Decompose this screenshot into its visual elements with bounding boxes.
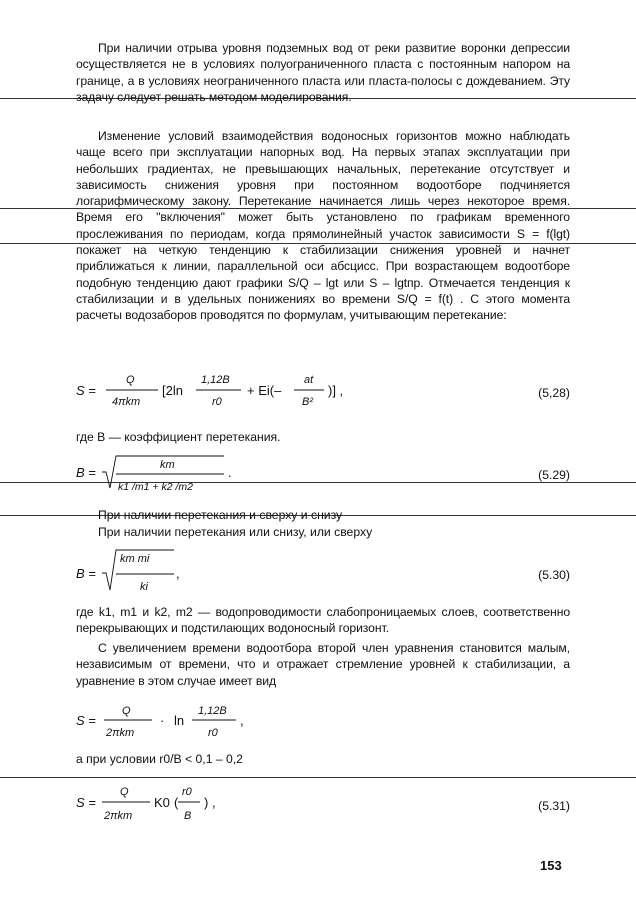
scan-line (0, 777, 636, 778)
where-b-text: где B — коэффициент перетекания. (76, 430, 281, 444)
formula-5-30-graphic (76, 548, 570, 598)
f528-ln-num: 1,12B (201, 374, 230, 386)
f531-k0: K0 (154, 795, 170, 810)
f528-bracket-open: [2ln (162, 383, 183, 398)
page-number: 153 (540, 858, 562, 873)
formula-5-28-graphic (76, 368, 570, 412)
paragraph-2: Изменение условий взаимодействия водоносных горизонтов можно наблюдать чаще всего при эксплуатации напорных вод. На первых этапах эксплуатации при небольших градиентах, не превышающих начальных, перетекание отсутствует и зависимость снижения уровня при постоянном водоотборе подчиняется логарифмическому закону. Перетекание начинается лишь через некоторое время. Время его "включения" может быть установлено по графикам временного прослеживания по периодам, когда прямолинейный участок зависимости S = f(lgt) покажет на четкую тенденцию к стабилизации снижения уровней и начнет приближаться к линии, параллельной оси абсцисс. При возрастающем водоотборе подобную тенденцию дают графики S/Q – lgt или S – lgtпр. Отмечается тенденция к стабилизации и в удельных понижениях во времени S/Q = f(t) . С этого момента расчеты водозаборов проводятся по формулам, учитывающим перетекание: (76, 129, 570, 323)
f530-tail: , (176, 566, 180, 581)
f530-lhs: B = (76, 566, 96, 581)
formula-5-29-graphic (76, 452, 570, 496)
fln-den: 2πkm (106, 727, 135, 739)
fln-lhs: S = (76, 713, 96, 728)
f531-open-paren: ( (174, 795, 179, 810)
f528-lhs: S = (76, 383, 96, 398)
label-top-and-bottom: При наличии перетекания и сверху и снизу (98, 508, 343, 522)
f530-den: ki (140, 581, 148, 593)
f531-lhs: S = (76, 795, 96, 810)
f529-tail: . (228, 465, 232, 480)
f529-den: k1 /m1 + k2 /m2 (118, 481, 193, 493)
fln-ln-num: 1,12B (198, 705, 227, 717)
f528-plus-ei: + Ei(– (247, 383, 282, 398)
formula-ln (76, 700, 570, 744)
f528-close: )] , (328, 383, 344, 398)
f531-k0-num: r0 (182, 786, 192, 798)
label-bottom-or-top: При наличии перетекания или снизу, или сверху (98, 525, 373, 539)
equation-number-5-31: (5.31) (538, 799, 570, 813)
where-k-text: где k1, m1 и k2, m2 — водопроводимости слабопроницаемых слоев, соответственно перекрывающих и подстилающих водоносный горизонт. (76, 605, 570, 636)
equation-number-5-29: (5.29) (538, 468, 570, 482)
formula-5-31-graphic (76, 783, 570, 827)
f530-num: km mi (120, 553, 150, 565)
paragraph-3: С увеличением времени водоотбора второй член уравнения становится малым, независимым от времени, что и отражает стремление уровней к стабилизации, а уравнение в этом случае имеет вид (76, 641, 570, 688)
f531-k0-den: B (184, 810, 192, 822)
f528-num: Q (126, 374, 135, 386)
formula-5-30 (76, 548, 570, 592)
fln-dot: · (160, 713, 165, 728)
equation-number-5-30: (5.30) (538, 568, 570, 582)
paragraph-1: При наличии отрыва уровня подземных вод от реки развитие воронки депрессии осуществляется не в условиях полуограниченного пласта с постоянным напором на границе, а в условиях неограниченного пласта или пласта-полосы с дождеванием. Эту задачу следует решать методом моделирования. (76, 41, 570, 104)
fln-ln: ln (174, 713, 185, 728)
f529-lhs: B = (76, 465, 96, 480)
f528-ln-den: r0 (212, 396, 222, 408)
condition-text: а при условии r0/B < 0,1 – 0,2 (76, 752, 243, 766)
formula-ln-graphic (76, 700, 570, 744)
equation-number-5-28: (5,28) (538, 386, 570, 400)
f531-num: Q (120, 786, 129, 798)
fln-tail: , (240, 713, 244, 728)
fln-ln-den: r0 (208, 727, 218, 739)
formula-5-29 (76, 452, 570, 496)
f531-den: 2πkm (104, 810, 133, 822)
f529-num: km (160, 459, 175, 471)
formula-5-31 (76, 783, 570, 827)
formula-5-28 (76, 368, 570, 412)
fln-num: Q (122, 705, 131, 717)
f528-ei-num: at (304, 374, 314, 386)
f528-ei-den: B² (302, 396, 313, 408)
f531-tail: ) , (204, 795, 216, 810)
f528-den: 4πkm (112, 396, 141, 408)
